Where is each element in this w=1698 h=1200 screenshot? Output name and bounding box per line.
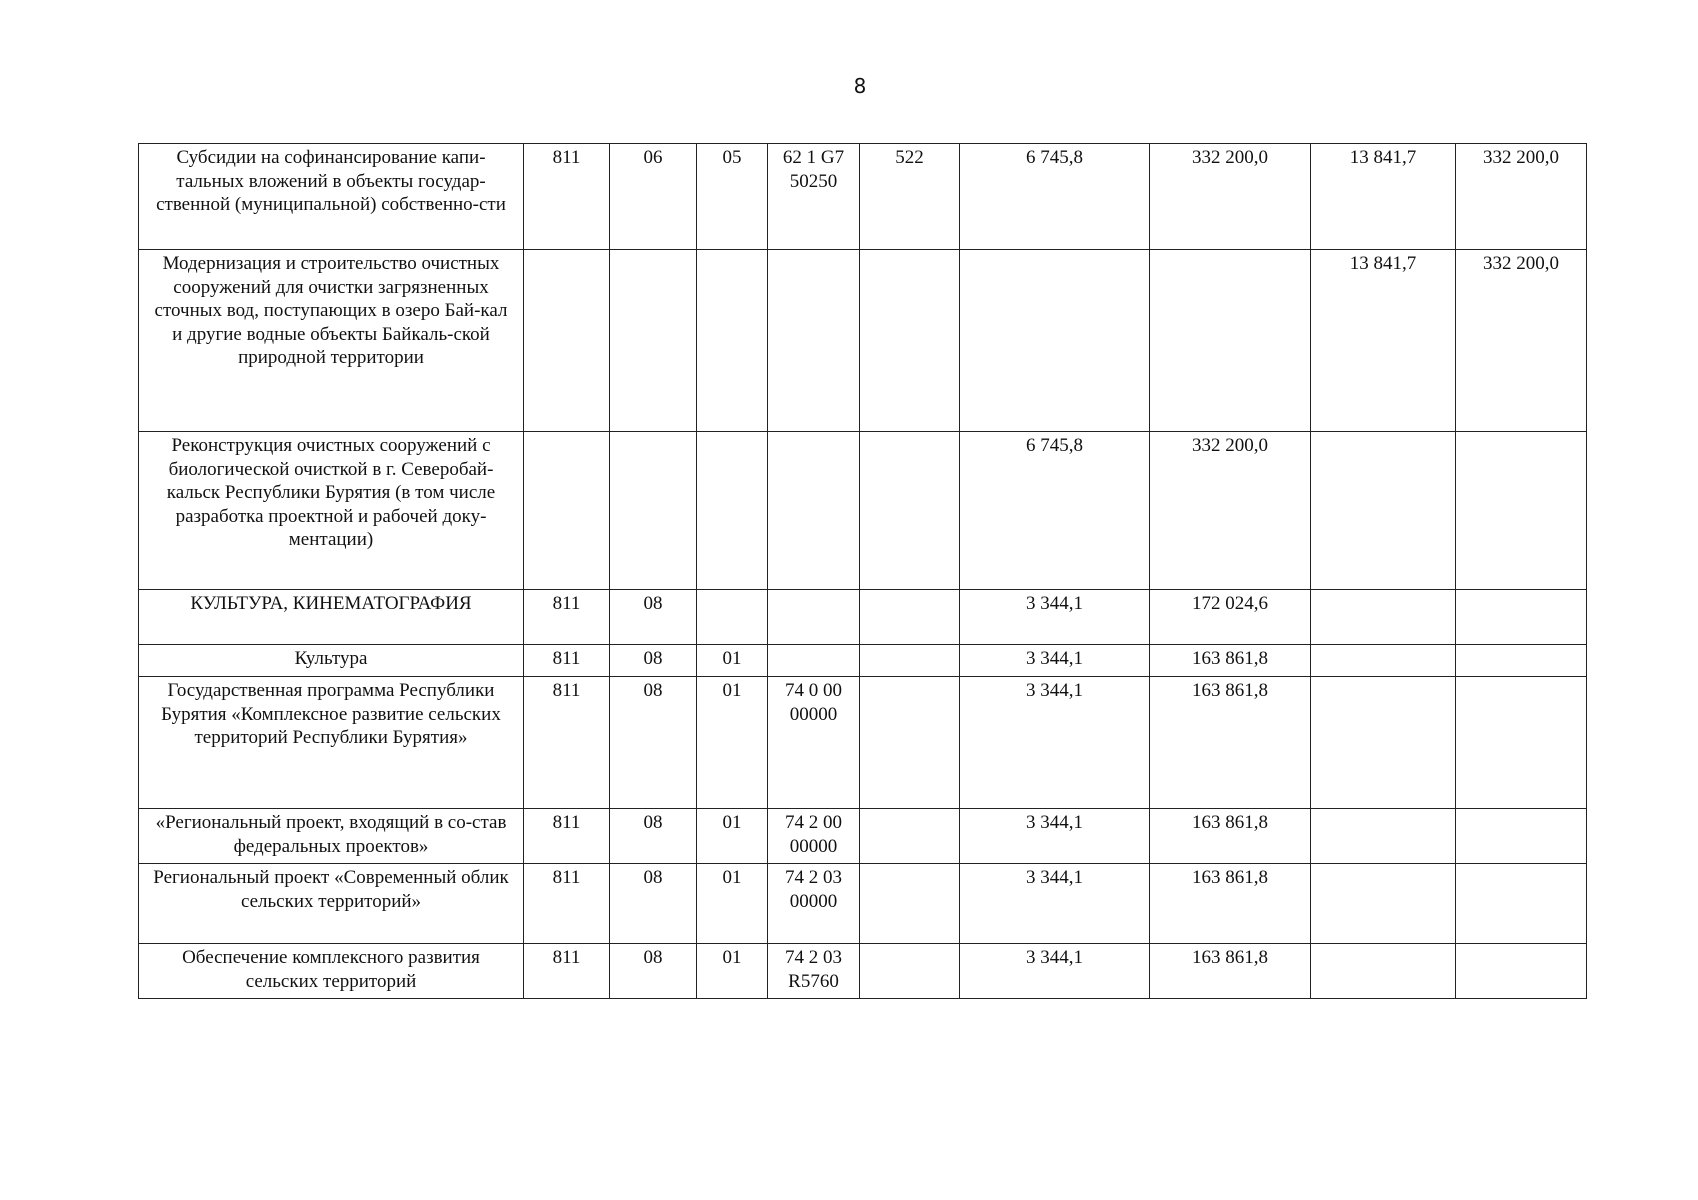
section-cell: 08 — [610, 677, 697, 809]
amount-cell-2: 172 024,6 — [1150, 590, 1311, 645]
amount-cell-1: 6 745,8 — [960, 144, 1150, 250]
amount-cell-4: 332 200,0 — [1456, 144, 1587, 250]
subsection-cell — [697, 590, 768, 645]
section-cell — [610, 250, 697, 432]
expense-type-cell — [860, 944, 960, 999]
code-cell: 811 — [524, 645, 610, 677]
code-cell — [524, 250, 610, 432]
target-article-cell: 74 2 00 00000 — [768, 809, 860, 864]
amount-cell-3 — [1311, 864, 1456, 944]
expense-type-cell — [860, 250, 960, 432]
amount-cell-3 — [1311, 590, 1456, 645]
row-name-cell: Реконструкция очистных сооружений с биологической очисткой в г. Северобай-кальск Республики Бурятия (в том числе разработка проектной и рабочей доку-ментации) — [139, 432, 524, 590]
amount-cell-2: 163 861,8 — [1150, 645, 1311, 677]
amount-cell-4 — [1456, 432, 1587, 590]
amount-cell-2: 163 861,8 — [1150, 864, 1311, 944]
table-row — [139, 645, 1587, 677]
amount-cell-1: 3 344,1 — [960, 590, 1150, 645]
subsection-cell — [697, 250, 768, 432]
page-number: 8 — [853, 74, 867, 98]
amount-cell-1: 3 344,1 — [960, 677, 1150, 809]
budget-table — [138, 143, 1587, 999]
subsection-cell: 05 — [697, 144, 768, 250]
target-article-cell — [768, 645, 860, 677]
table-row — [139, 677, 1587, 809]
amount-cell-3: 13 841,7 — [1311, 144, 1456, 250]
expense-type-cell — [860, 645, 960, 677]
expense-type-cell — [860, 590, 960, 645]
amount-cell-1: 3 344,1 — [960, 645, 1150, 677]
subsection-cell: 01 — [697, 645, 768, 677]
amount-cell-4 — [1456, 645, 1587, 677]
code-cell: 811 — [524, 677, 610, 809]
subsection-cell: 01 — [697, 809, 768, 864]
amount-cell-1: 3 344,1 — [960, 944, 1150, 999]
section-cell: 08 — [610, 864, 697, 944]
table-row — [139, 864, 1587, 944]
amount-cell-2: 163 861,8 — [1150, 944, 1311, 999]
target-article-cell — [768, 250, 860, 432]
row-name-cell: «Региональный проект, входящий в со-став федеральных проектов» — [139, 809, 524, 864]
amount-cell-4 — [1456, 944, 1587, 999]
row-name-cell: Модернизация и строительство очистных сооружений для очистки загрязненных сточных вод, поступающих в озеро Бай-кал и другие водные объекты Байкаль-ской природной территории — [139, 250, 524, 432]
table-row — [139, 944, 1587, 999]
expense-type-cell — [860, 809, 960, 864]
target-article-cell — [768, 432, 860, 590]
expense-type-cell: 522 — [860, 144, 960, 250]
amount-cell-2: 163 861,8 — [1150, 677, 1311, 809]
amount-cell-3 — [1311, 645, 1456, 677]
row-name-cell: Обеспечение комплексного развития сельских территорий — [139, 944, 524, 999]
code-cell: 811 — [524, 944, 610, 999]
row-name-cell: Региональный проект «Современный облик сельских территорий» — [139, 864, 524, 944]
code-cell: 811 — [524, 809, 610, 864]
section-cell: 08 — [610, 590, 697, 645]
table-row — [139, 590, 1587, 645]
subsection-cell: 01 — [697, 864, 768, 944]
row-name-cell: КУЛЬТУРА, КИНЕМАТОГРАФИЯ — [139, 590, 524, 645]
target-article-cell: 74 2 03 00000 — [768, 864, 860, 944]
code-cell: 811 — [524, 144, 610, 250]
amount-cell-1: 3 344,1 — [960, 809, 1150, 864]
section-cell: 08 — [610, 809, 697, 864]
code-cell: 811 — [524, 864, 610, 944]
amount-cell-3 — [1311, 677, 1456, 809]
target-article-cell: 62 1 G7 50250 — [768, 144, 860, 250]
table-row — [139, 144, 1587, 250]
section-cell: 08 — [610, 944, 697, 999]
row-name-cell: Государственная программа Республики Бурятия «Комплексное развитие сельских территорий Республики Бурятия» — [139, 677, 524, 809]
table-row — [139, 432, 1587, 590]
amount-cell-2: 163 861,8 — [1150, 809, 1311, 864]
amount-cell-4: 332 200,0 — [1456, 250, 1587, 432]
amount-cell-3: 13 841,7 — [1311, 250, 1456, 432]
code-cell: 811 — [524, 590, 610, 645]
amount-cell-4 — [1456, 809, 1587, 864]
code-cell — [524, 432, 610, 590]
table-row — [139, 809, 1587, 864]
row-name-cell: Культура — [139, 645, 524, 677]
amount-cell-2 — [1150, 250, 1311, 432]
amount-cell-4 — [1456, 864, 1587, 944]
target-article-cell — [768, 590, 860, 645]
section-cell: 06 — [610, 144, 697, 250]
amount-cell-3 — [1311, 809, 1456, 864]
target-article-cell: 74 2 03 R5760 — [768, 944, 860, 999]
amount-cell-2: 332 200,0 — [1150, 432, 1311, 590]
expense-type-cell — [860, 864, 960, 944]
subsection-cell: 01 — [697, 944, 768, 999]
expense-type-cell — [860, 677, 960, 809]
amount-cell-4 — [1456, 677, 1587, 809]
subsection-cell: 01 — [697, 677, 768, 809]
amount-cell-4 — [1456, 590, 1587, 645]
subsection-cell — [697, 432, 768, 590]
section-cell — [610, 432, 697, 590]
row-name-cell: Субсидии на софинансирование капи-тальных вложений в объекты государ-ственной (муниципальной) собственно-сти — [139, 144, 524, 250]
amount-cell-2: 332 200,0 — [1150, 144, 1311, 250]
amount-cell-3 — [1311, 432, 1456, 590]
section-cell: 08 — [610, 645, 697, 677]
target-article-cell: 74 0 00 00000 — [768, 677, 860, 809]
table-row — [139, 250, 1587, 432]
amount-cell-1 — [960, 250, 1150, 432]
amount-cell-3 — [1311, 944, 1456, 999]
expense-type-cell — [860, 432, 960, 590]
amount-cell-1: 3 344,1 — [960, 864, 1150, 944]
amount-cell-1: 6 745,8 — [960, 432, 1150, 590]
